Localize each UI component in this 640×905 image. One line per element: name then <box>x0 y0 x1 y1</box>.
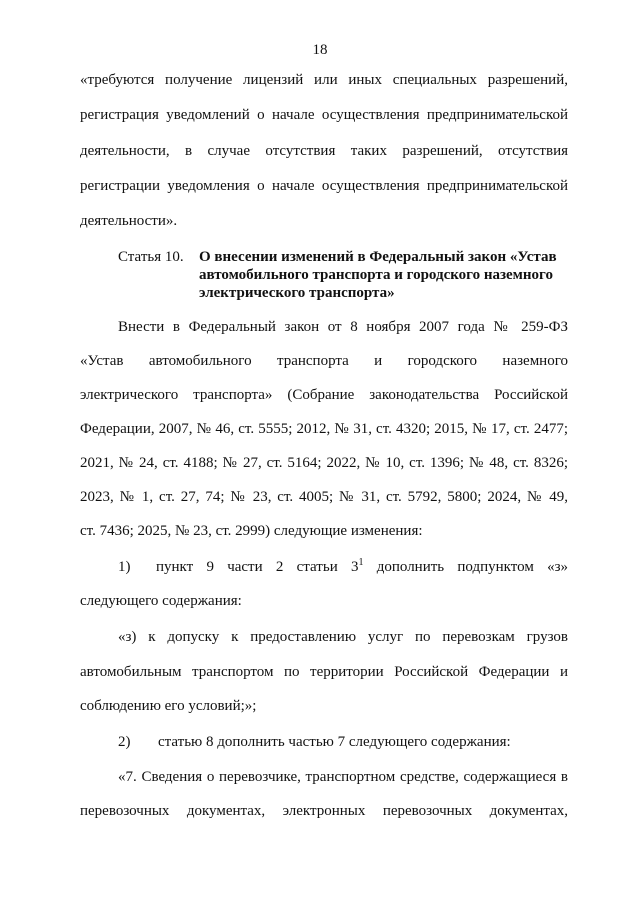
article-title <box>199 248 579 302</box>
quote-line: «7. Сведения о перевозчике, транспортном средстве, содержащиеся в <box>118 769 568 785</box>
item-text: пункт 9 части 2 статьи 3 <box>156 559 359 575</box>
quote-line: «з) к допуску к предоставлению услуг по перевозкам грузов <box>118 629 568 645</box>
article-title-line: О внесении изменений в Федеральный закон «Устав <box>199 249 557 265</box>
text-line: регистрации уведомления о начале осуществления предпринимательской <box>80 178 568 194</box>
article-number: Статья 10. <box>118 249 184 265</box>
text-line: следующего содержания: <box>80 593 242 609</box>
text-line: Федерации, 2007, № 46, ст. 5555; 2012, № 31, ст. 4320; 2015, № 17, ст. 2477; <box>80 421 568 437</box>
text-line: деятельности, в случае отсутствия таких разрешений, отсутствия <box>80 143 568 159</box>
text-line: статью 8 дополнить частью 7 следующего содержания: <box>158 734 511 750</box>
quote-line: соблюдению его условий;»; <box>80 698 257 714</box>
text-line: 2021, № 24, ст. 4188; № 27, ст. 5164; 2022, № 10, ст. 1396; № 48, ст. 8326; <box>80 455 568 471</box>
superscript: 1 <box>358 557 364 568</box>
text-line: ст. 7436; 2025, № 23, ст. 2999) следующие изменения: <box>80 523 423 539</box>
text-line: электрического транспорта» (Собрание законодательства Российской <box>80 387 568 403</box>
text-line: деятельности». <box>80 213 178 229</box>
item-text: дополнить подпунктом «з» <box>376 559 568 575</box>
item-number: 2) <box>118 734 131 750</box>
text-line <box>156 558 568 576</box>
text-line: «Устав автомобильного транспорта и городского наземного <box>80 353 568 369</box>
text-line: регистрация уведомлений о начале осуществления предпринимательской <box>80 107 568 123</box>
text-line: «требуются получение лицензий или иных специальных разрешений, <box>80 72 568 88</box>
text-line: 2023, № 1, ст. 27, 74; № 23, ст. 4005; № 31, ст. 5792, 5800; 2024, № 49, <box>80 489 568 505</box>
quote-line: автомобильным транспортом по территории Российской Федерации и <box>80 664 568 680</box>
quote-line: перевозочных документах, электронных перевозочных документах, <box>80 803 568 819</box>
item-number: 1) <box>118 559 131 575</box>
article-title-line: автомобильного транспорта и городского наземного <box>199 267 553 283</box>
page-number: 18 <box>312 42 328 58</box>
text-line: Внести в Федеральный закон от 8 ноября 2007 года № 259-ФЗ <box>118 319 568 335</box>
article-title-line: электрического транспорта» <box>199 285 395 301</box>
